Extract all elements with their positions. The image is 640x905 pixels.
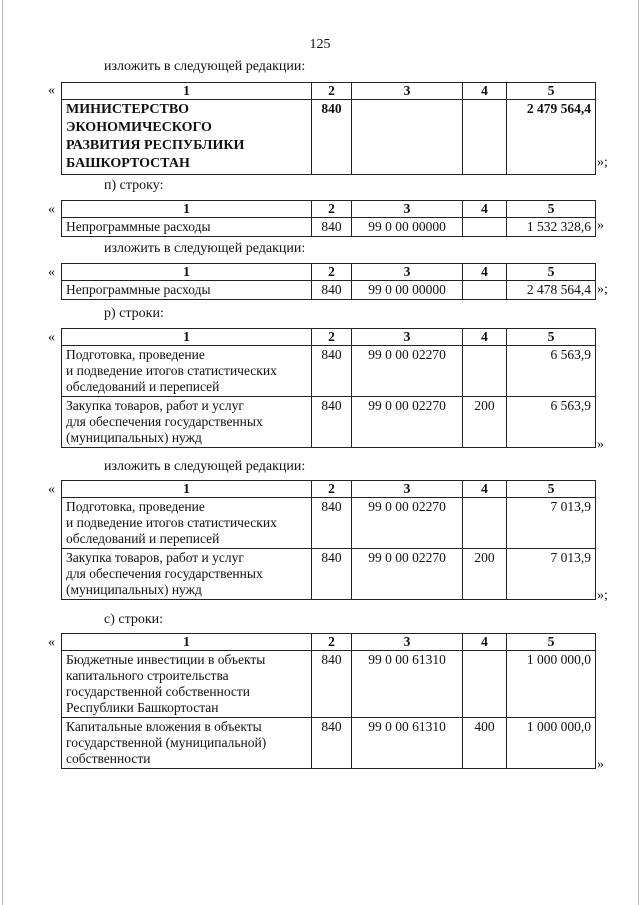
row-code: 840 — [312, 218, 352, 237]
table-header-row — [62, 481, 596, 498]
column-header: 4 — [463, 201, 507, 218]
row-type: 400 — [463, 718, 507, 769]
column-header: 1 — [62, 634, 312, 651]
row-article: 99 0 00 61310 — [352, 651, 463, 718]
section-intro: р) строки: — [104, 306, 164, 321]
table-row — [62, 498, 596, 549]
column-header: 3 — [352, 634, 463, 651]
column-header: 2 — [312, 83, 352, 100]
column-header: 1 — [62, 264, 312, 281]
row-article: 99 0 00 00000 — [352, 218, 463, 237]
budget-table — [61, 633, 596, 769]
table-row — [62, 718, 596, 769]
row-code: 840 — [312, 281, 352, 300]
row-name: Непрограммные расходы — [62, 218, 312, 237]
table-header-row — [62, 329, 596, 346]
column-header: 5 — [507, 329, 596, 346]
row-code: 840 — [312, 718, 352, 769]
row-code: 840 — [312, 549, 352, 600]
row-amount: 1 532 328,6 — [507, 218, 596, 237]
column-header: 1 — [62, 201, 312, 218]
row-amount: 7 013,9 — [507, 498, 596, 549]
row-name: Закупка товаров, работ и услуг для обеспечения государственных (муниципальных) нужд — [62, 549, 312, 600]
row-article: 99 0 00 61310 — [352, 718, 463, 769]
quote-close: » — [597, 757, 604, 772]
row-amount: 7 013,9 — [507, 549, 596, 600]
row-type: 200 — [463, 397, 507, 448]
row-type — [463, 218, 507, 237]
table-row — [62, 281, 596, 300]
row-name: Непрограммные расходы — [62, 281, 312, 300]
quote-close: » — [597, 437, 604, 452]
table-row — [62, 549, 596, 600]
column-header: 5 — [507, 201, 596, 218]
quote-open: « — [48, 83, 55, 98]
row-type: 200 — [463, 549, 507, 600]
column-header: 4 — [463, 329, 507, 346]
row-name: Капитальные вложения в объекты государственной (муниципальной) собственности — [62, 718, 312, 769]
quote-open: « — [48, 482, 55, 497]
section-intro: изложить в следующей редакции: — [104, 241, 306, 256]
column-header: 5 — [507, 264, 596, 281]
column-header: 4 — [463, 634, 507, 651]
column-header: 4 — [463, 481, 507, 498]
row-name: Закупка товаров, работ и услуг для обеспечения государственных (муниципальных) нужд — [62, 397, 312, 448]
row-code: 840 — [312, 397, 352, 448]
quote-close: »; — [597, 588, 608, 603]
quote-open: « — [48, 635, 55, 650]
column-header: 3 — [352, 481, 463, 498]
row-article: 99 0 00 02270 — [352, 397, 463, 448]
column-header: 4 — [463, 83, 507, 100]
section-intro: изложить в следующей редакции: — [104, 59, 306, 74]
row-article — [352, 100, 463, 175]
page-edge-right — [638, 0, 639, 905]
row-article: 99 0 00 02270 — [352, 346, 463, 397]
budget-table — [61, 263, 596, 300]
row-type — [463, 651, 507, 718]
budget-table — [61, 480, 596, 600]
column-header: 3 — [352, 329, 463, 346]
column-header: 5 — [507, 634, 596, 651]
row-name: Подготовка, проведение и подведение итогов статистических обследований и переписей — [62, 498, 312, 549]
table-row — [62, 346, 596, 397]
table-header-row — [62, 83, 596, 100]
row-code: 840 — [312, 100, 352, 175]
column-header: 5 — [507, 83, 596, 100]
quote-close: » — [597, 218, 604, 233]
quote-close: »; — [597, 155, 608, 170]
row-amount: 1 000 000,0 — [507, 718, 596, 769]
page-number: 125 — [309, 37, 331, 52]
column-header: 1 — [62, 83, 312, 100]
row-code: 840 — [312, 346, 352, 397]
row-name: МИНИСТЕРСТВО ЭКОНОМИЧЕСКОГО РАЗВИТИЯ РЕСПУБЛИКИ БАШКОРТОСТАН — [62, 100, 312, 175]
quote-close: »; — [597, 282, 608, 297]
row-article: 99 0 00 02270 — [352, 498, 463, 549]
column-header: 5 — [507, 481, 596, 498]
row-amount: 2 478 564,4 — [507, 281, 596, 300]
row-name: Подготовка, проведение и подведение итогов статистических обследований и переписей — [62, 346, 312, 397]
row-amount: 1 000 000,0 — [507, 651, 596, 718]
column-header: 1 — [62, 481, 312, 498]
row-article: 99 0 00 00000 — [352, 281, 463, 300]
row-type — [463, 498, 507, 549]
row-amount: 2 479 564,4 — [507, 100, 596, 175]
row-type — [463, 346, 507, 397]
row-code: 840 — [312, 498, 352, 549]
table-row — [62, 397, 596, 448]
row-name: Бюджетные инвестиции в объекты капитального строительства государственной собственности Республики Башкортостан — [62, 651, 312, 718]
row-amount: 6 563,9 — [507, 397, 596, 448]
column-header: 2 — [312, 329, 352, 346]
budget-table — [61, 200, 596, 237]
table-header-row — [62, 634, 596, 651]
section-intro: с) строки: — [104, 612, 164, 627]
row-type — [463, 281, 507, 300]
budget-table — [61, 328, 596, 448]
table-header-row — [62, 201, 596, 218]
table-row — [62, 100, 596, 175]
quote-open: « — [48, 265, 55, 280]
table-row — [62, 651, 596, 718]
column-header: 3 — [352, 83, 463, 100]
quote-open: « — [48, 202, 55, 217]
page-edge-left — [2, 0, 3, 905]
row-article: 99 0 00 02270 — [352, 549, 463, 600]
quote-open: « — [48, 330, 55, 345]
row-amount: 6 563,9 — [507, 346, 596, 397]
column-header: 2 — [312, 264, 352, 281]
column-header: 3 — [352, 201, 463, 218]
column-header: 2 — [312, 481, 352, 498]
budget-table — [61, 82, 596, 175]
column-header: 1 — [62, 329, 312, 346]
table-header-row — [62, 264, 596, 281]
section-intro: изложить в следующей редакции: — [104, 459, 306, 474]
row-code: 840 — [312, 651, 352, 718]
column-header: 4 — [463, 264, 507, 281]
column-header: 2 — [312, 201, 352, 218]
column-header: 3 — [352, 264, 463, 281]
row-type — [463, 100, 507, 175]
table-row — [62, 218, 596, 237]
column-header: 2 — [312, 634, 352, 651]
section-intro: п) строку: — [104, 178, 164, 193]
